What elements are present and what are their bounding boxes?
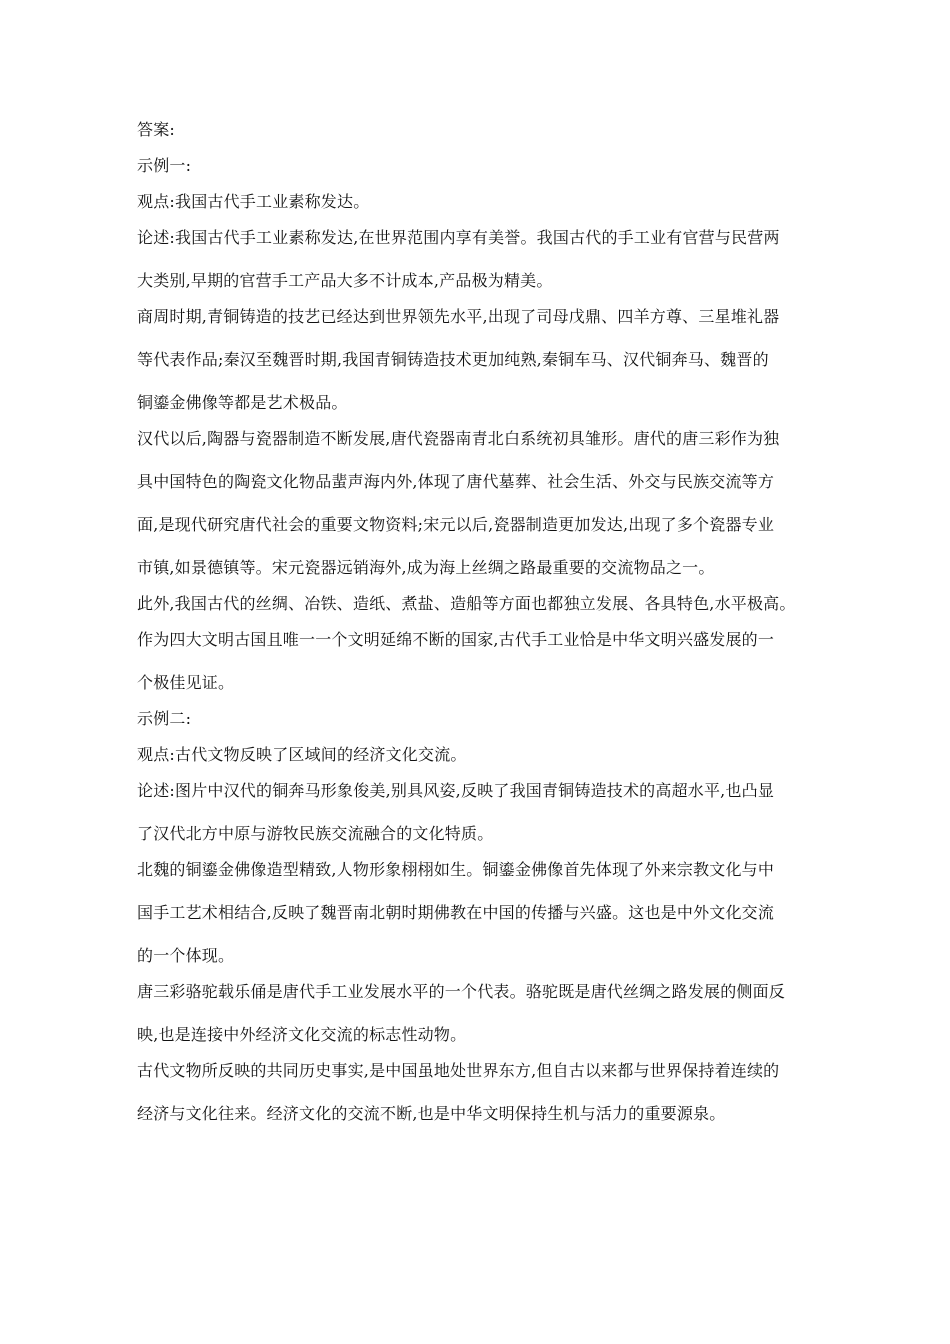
- text-line: 市镇,如景德镇等。宋元瓷器远销海外,成为海上丝绸之路最重要的交流物品之一。: [137, 558, 715, 577]
- example-two-heading: 示例二:: [137, 709, 192, 728]
- example-one-heading: 示例一:: [137, 156, 192, 175]
- text-line: 等代表作品;秦汉至魏晋时期,我国青铜铸造技术更加纯熟,秦铜车马、汉代铜奔马、魏晋的: [137, 350, 769, 369]
- text-line: 商周时期,青铜铸造的技艺已经达到世界领先水平,出现了司母戊鼎、四羊方尊、三星堆礼器: [137, 307, 780, 326]
- answer-document: [137, 118, 827, 1126]
- text-line: 的一个体现。: [137, 946, 235, 965]
- text-line: 个极佳见证。: [137, 673, 235, 692]
- text-line: 汉代以后,陶器与瓷器制造不断发展,唐代瓷器南青北白系统初具雏形。唐代的唐三彩作为独: [137, 429, 780, 448]
- text-line: 经济与文化往来。经济文化的交流不断,也是中华文明保持生机与活力的重要源泉。: [137, 1104, 726, 1123]
- text-line: 铜鎏金佛像等都是艺术极品。: [137, 393, 348, 412]
- text-line: 北魏的铜鎏金佛像造型精致,人物形象栩栩如生。铜鎏金佛像首先体现了外来宗教文化与中: [137, 860, 775, 879]
- text-line: 大类别,早期的官营手工产品大多不计成本,产品极为精美。: [137, 271, 553, 290]
- text-line: 了汉代北方中原与游牧民族交流融合的文化特质。: [137, 824, 494, 843]
- text-line: 映,也是连接中外经济文化交流的标志性动物。: [137, 1025, 467, 1044]
- example-one-viewpoint: 观点:我国古代手工业素称发达。: [137, 192, 370, 211]
- text-line: 国手工艺术相结合,反映了魏晋南北朝时期佛教在中国的传播与兴盛。这也是中外文化交流: [137, 903, 775, 922]
- text-line: 面,是现代研究唐代社会的重要文物资料;宋元以后,瓷器制造更加发达,出现了多个瓷器专业: [137, 515, 775, 534]
- text-line: 此外,我国古代的丝绸、冶铁、造纸、煮盐、造船等方面也都独立发展、各具特色,水平极高。: [137, 594, 796, 613]
- text-line: 作为四大文明古国且唯一一个文明延绵不断的国家,古代手工业恰是中华文明兴盛发展的一: [137, 630, 775, 649]
- example-two-viewpoint: 观点:古代文物反映了区域间的经济文化交流。: [137, 745, 467, 764]
- text-line: 论述:图片中汉代的铜奔马形象俊美,别具风姿,反映了我国青铜铸造技术的高超水平,也凸显: [137, 781, 775, 800]
- text-line: 论述:我国古代手工业素称发达,在世界范围内享有美誉。我国古代的手工业有官营与民营两: [137, 228, 780, 247]
- answer-heading: 答案:: [137, 120, 175, 139]
- text-line: 唐三彩骆驼载乐俑是唐代手工业发展水平的一个代表。骆驼既是唐代丝绸之路发展的侧面反: [137, 982, 786, 1001]
- text-line: 古代文物所反映的共同历史事实,是中国虽地处世界东方,但自古以来都与世界保持着连续的: [137, 1061, 780, 1080]
- text-line: 具中国特色的陶瓷文化物品蜚声海内外,体现了唐代墓葬、社会生活、外交与民族交流等方: [137, 472, 775, 491]
